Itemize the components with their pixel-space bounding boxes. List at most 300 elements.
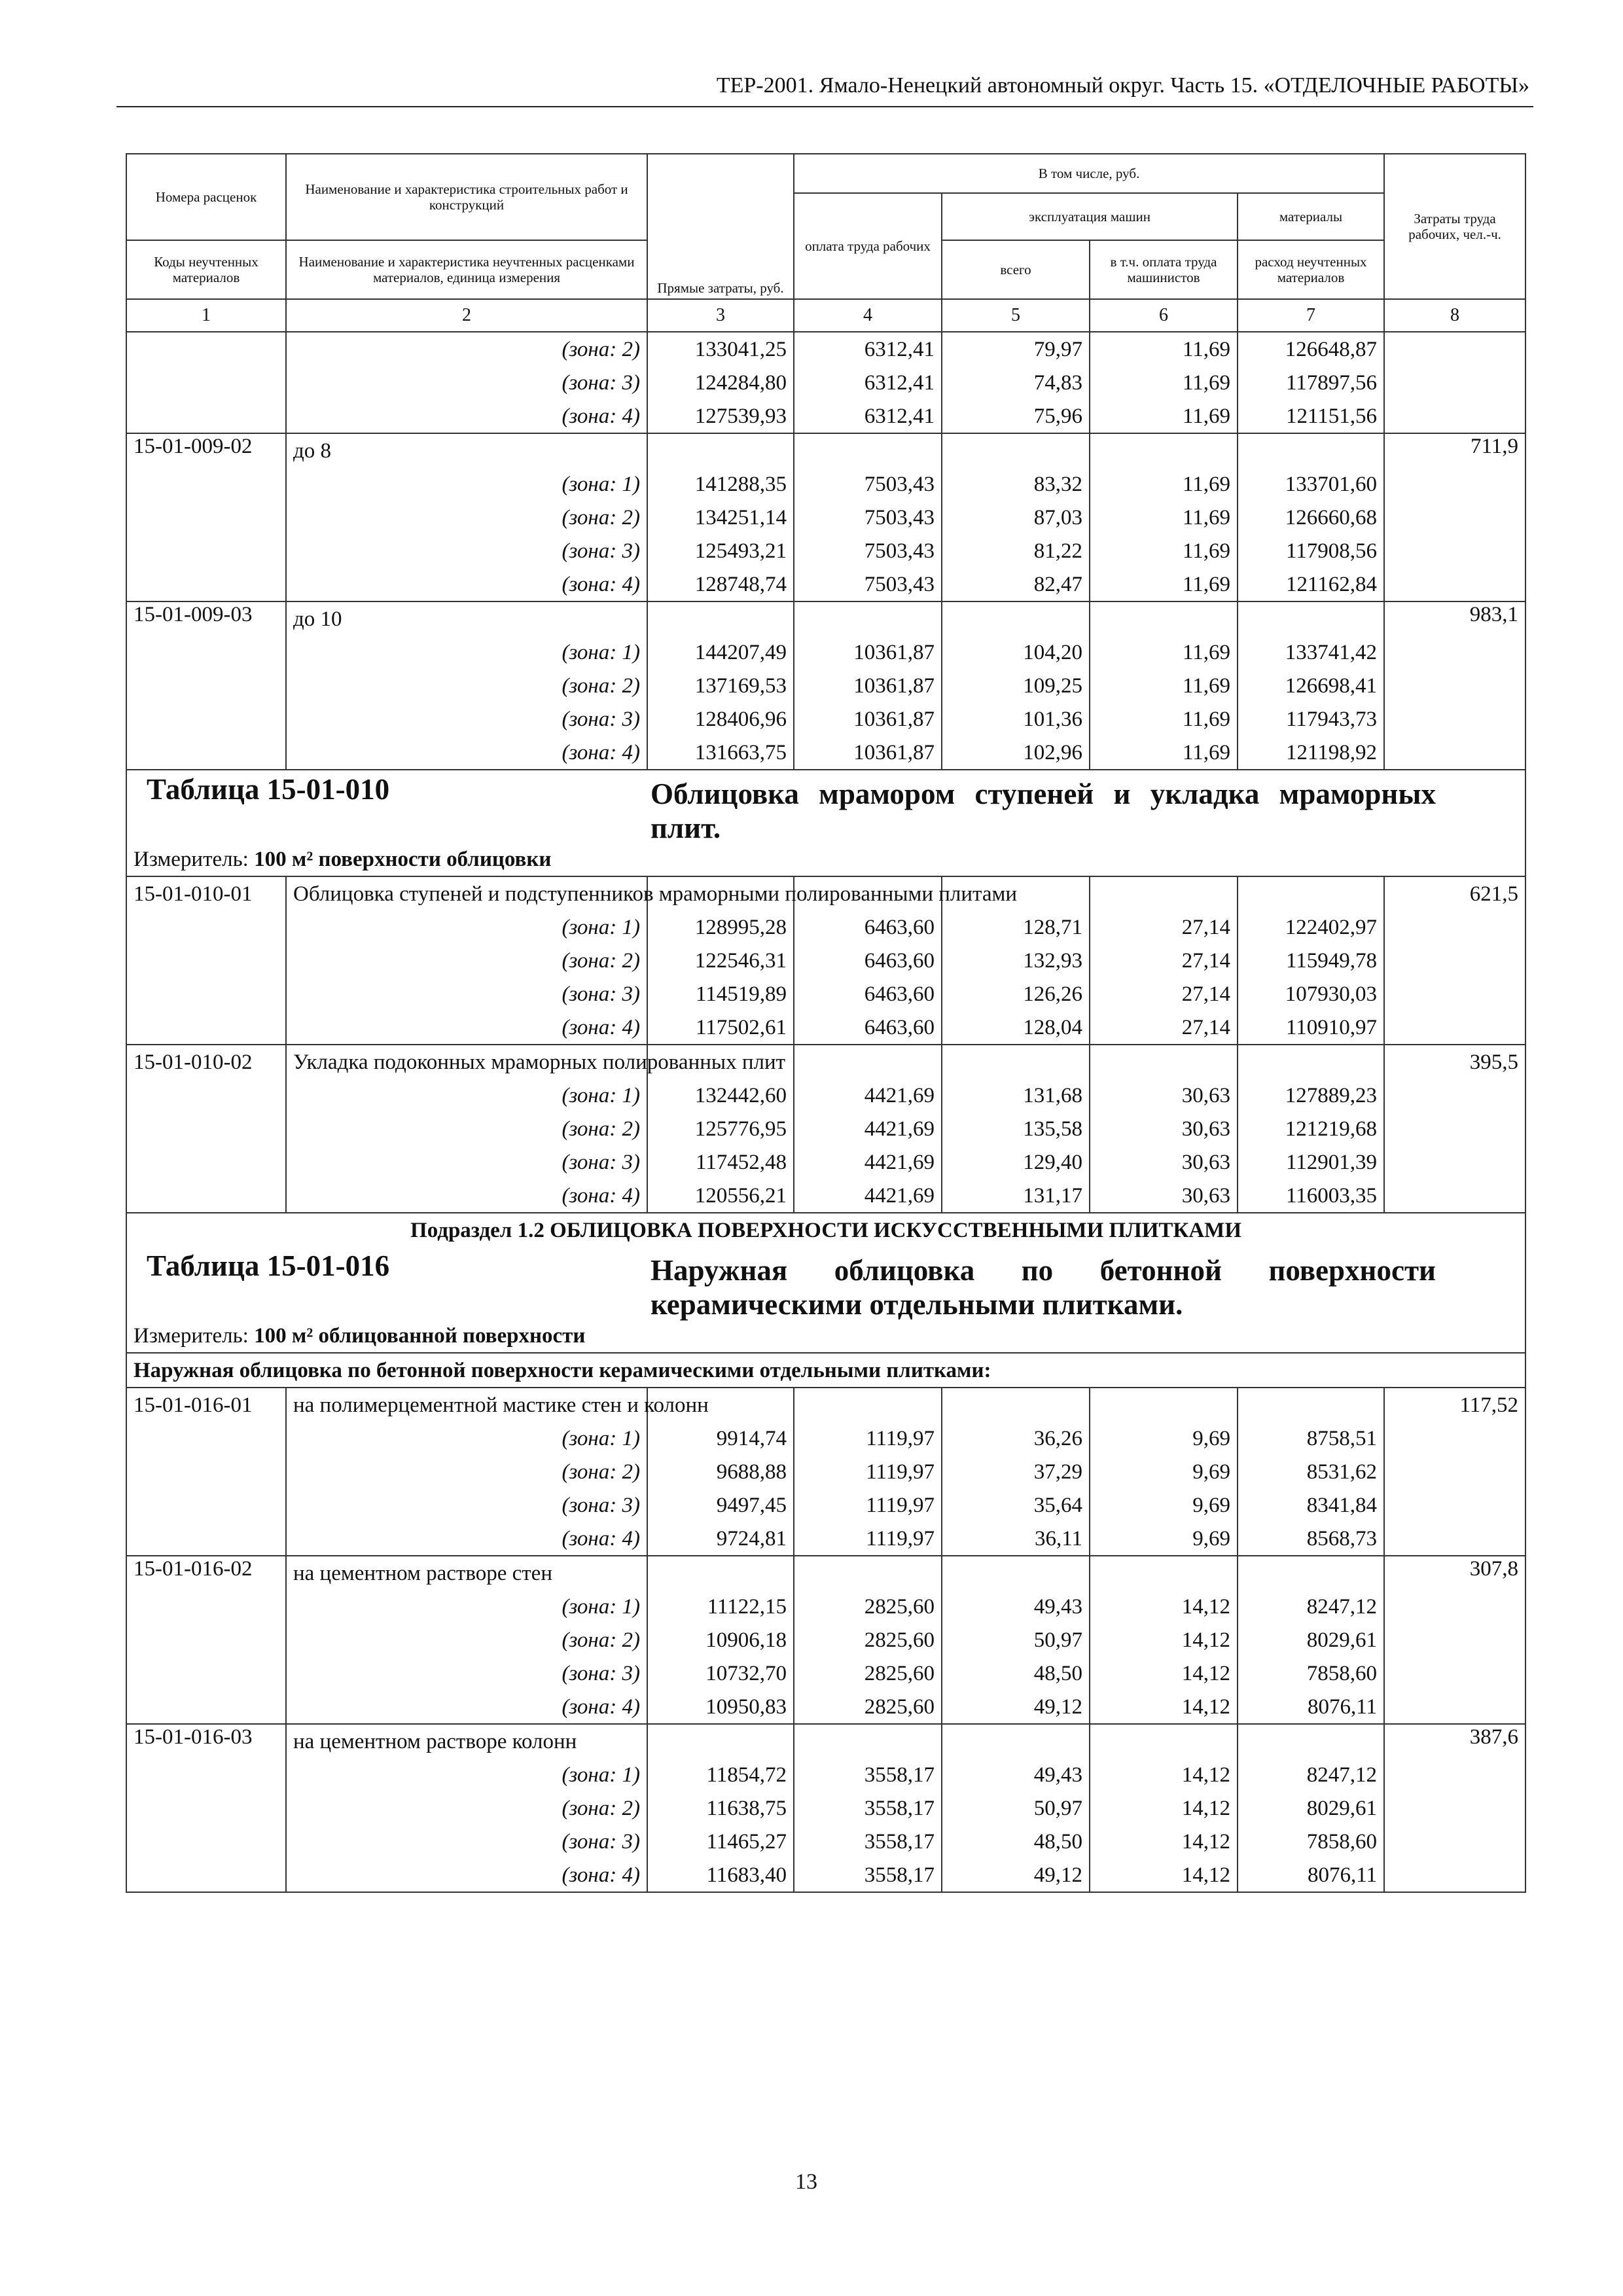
code-cell — [126, 1657, 286, 1690]
zone-label: (зона: 2) — [286, 669, 647, 702]
zone-label: (зона: 4) — [286, 1011, 647, 1045]
empty-cell — [1238, 876, 1384, 910]
worker-pay-cell: 6463,60 — [794, 977, 942, 1011]
code-cell — [126, 366, 286, 399]
machines-total-cell: 35,64 — [942, 1488, 1090, 1522]
worker-pay-cell: 7503,43 — [794, 534, 942, 567]
table-010-caption — [126, 770, 1525, 876]
direct-cost-cell: 9724,81 — [647, 1522, 794, 1556]
zone-label: (зона: 1) — [286, 636, 647, 669]
materials-cell: 107930,03 — [1238, 977, 1384, 1011]
empty-cell — [647, 601, 794, 636]
materials-cell: 8076,11 — [1238, 1690, 1384, 1724]
direct-cost-cell: 117452,48 — [647, 1145, 794, 1179]
direct-cost-cell: 124284,80 — [647, 366, 794, 399]
labor-cell — [1384, 669, 1525, 702]
labor-cost: 395,5 — [1384, 1045, 1525, 1079]
machines-total-cell: 49,43 — [942, 1758, 1090, 1791]
machines-total-cell: 36,26 — [942, 1422, 1090, 1455]
table-row — [126, 1623, 1525, 1657]
zone-label: (зона: 4) — [286, 1522, 647, 1556]
header-c1-bottom: Коды неучтенных материалов — [126, 240, 286, 299]
zone-label: (зона: 3) — [286, 1488, 647, 1522]
direct-cost-cell: 128406,96 — [647, 702, 794, 736]
machinist-pay-cell: 14,12 — [1090, 1758, 1238, 1791]
materials-cell: 121198,92 — [1238, 736, 1384, 770]
labor-cell — [1384, 1011, 1525, 1045]
machines-total-cell: 79,97 — [942, 332, 1090, 366]
direct-cost-cell: 117502,61 — [647, 1011, 794, 1045]
labor-cost: 983,1 — [1384, 601, 1525, 636]
table-label: Таблица 15-01-010 — [147, 773, 390, 806]
machinist-pay-cell: 27,14 — [1090, 977, 1238, 1011]
table-row-item — [126, 1388, 1525, 1422]
code-cell — [126, 669, 286, 702]
worker-pay-cell: 3558,17 — [794, 1825, 942, 1858]
code-cell — [126, 399, 286, 433]
machines-total-cell: 74,83 — [942, 366, 1090, 399]
empty-cell — [942, 1556, 1090, 1590]
empty-cell — [942, 1388, 1090, 1422]
machinist-pay-cell: 9,69 — [1090, 1522, 1238, 1556]
empty-cell — [1238, 601, 1384, 636]
table-row-item — [126, 876, 1525, 910]
machinist-pay-cell: 27,14 — [1090, 944, 1238, 977]
materials-cell: 126648,87 — [1238, 332, 1384, 366]
header-c6: в т.ч. оплата труда машинистов — [1090, 240, 1238, 299]
zone-label: (зона: 2) — [286, 1455, 647, 1488]
labor-cell — [1384, 1690, 1525, 1724]
machines-total-cell: 87,03 — [942, 501, 1090, 534]
table-label: Таблица 15-01-016 — [147, 1249, 390, 1282]
empty-cell — [647, 1556, 794, 1590]
labor-cell — [1384, 1522, 1525, 1556]
materials-cell: 121151,56 — [1238, 399, 1384, 433]
table-title: Облицовка мрамором ступеней и укладка мраморных плит. — [651, 778, 1436, 844]
machinist-pay-cell: 11,69 — [1090, 636, 1238, 669]
zone-label: (зона: 1) — [286, 1758, 647, 1791]
table-row — [126, 910, 1525, 944]
materials-cell: 8029,61 — [1238, 1623, 1384, 1657]
worker-pay-cell: 2825,60 — [794, 1657, 942, 1690]
table-row — [126, 567, 1525, 601]
zone-label: (зона: 3) — [286, 702, 647, 736]
rate-name: на цементном растворе стен — [286, 1556, 647, 1590]
column-number: 6 — [1090, 299, 1238, 332]
code-cell — [126, 1623, 286, 1657]
labor-cell — [1384, 1791, 1525, 1825]
labor-cell — [1384, 1112, 1525, 1145]
direct-cost-cell: 11465,27 — [647, 1825, 794, 1858]
column-number: 7 — [1238, 299, 1384, 332]
unit-value: 100 м² поверхности облицовки — [254, 847, 552, 871]
worker-pay-cell: 7503,43 — [794, 567, 942, 601]
materials-cell: 8247,12 — [1238, 1590, 1384, 1623]
table-row — [126, 1690, 1525, 1724]
worker-pay-cell: 4421,69 — [794, 1112, 942, 1145]
materials-cell: 8568,73 — [1238, 1522, 1384, 1556]
zone-label: (зона: 3) — [286, 366, 647, 399]
machines-total-cell: 48,50 — [942, 1825, 1090, 1858]
labor-cell — [1384, 567, 1525, 601]
empty-cell — [1090, 876, 1238, 910]
direct-cost-cell: 141288,35 — [647, 467, 794, 501]
worker-pay-cell: 6463,60 — [794, 944, 942, 977]
labor-cell — [1384, 1455, 1525, 1488]
labor-cell — [1384, 1590, 1525, 1623]
materials-cell: 117908,56 — [1238, 534, 1384, 567]
code-cell — [126, 736, 286, 770]
table-row — [126, 944, 1525, 977]
rate-code: 15-01-016-02 — [126, 1556, 286, 1590]
worker-pay-cell: 7503,43 — [794, 467, 942, 501]
table-row — [126, 1791, 1525, 1825]
code-cell — [126, 534, 286, 567]
direct-cost-cell: 9497,45 — [647, 1488, 794, 1522]
worker-pay-cell: 6463,60 — [794, 910, 942, 944]
labor-cell — [1384, 1858, 1525, 1892]
unit-prefix: Измеритель: — [134, 847, 255, 871]
machinist-pay-cell: 14,12 — [1090, 1791, 1238, 1825]
code-cell — [126, 1422, 286, 1455]
table-row — [126, 1657, 1525, 1690]
machinist-pay-cell: 14,12 — [1090, 1623, 1238, 1657]
code-cell — [126, 1145, 286, 1179]
materials-cell: 117897,56 — [1238, 366, 1384, 399]
code-cell — [126, 501, 286, 534]
zone-label: (зона: 3) — [286, 534, 647, 567]
labor-cell — [1384, 910, 1525, 944]
table-row — [126, 1858, 1525, 1892]
rate-name: до 8 — [286, 433, 647, 467]
header-c3: Прямые затраты, руб. — [647, 154, 794, 299]
header-c4: оплата труда рабочих — [794, 193, 942, 299]
machinist-pay-cell: 14,12 — [1090, 1858, 1238, 1892]
table-row-item — [126, 1724, 1525, 1758]
direct-cost-cell: 128748,74 — [647, 567, 794, 601]
direct-cost-cell: 134251,14 — [647, 501, 794, 534]
zone-label: (зона: 4) — [286, 567, 647, 601]
header-c8: Затраты труда рабочих, чел.-ч. — [1384, 154, 1525, 299]
direct-cost-cell: 128995,28 — [647, 910, 794, 944]
machinist-pay-cell: 14,12 — [1090, 1590, 1238, 1623]
machinist-pay-cell: 14,12 — [1090, 1825, 1238, 1858]
materials-cell: 121162,84 — [1238, 567, 1384, 601]
machines-total-cell: 50,97 — [942, 1623, 1090, 1657]
header-c2-bottom: Наименование и характеристика неучтенных расценками материалов, единица измерения — [286, 240, 647, 299]
zone-label: (зона: 2) — [286, 944, 647, 977]
machinist-pay-cell: 11,69 — [1090, 702, 1238, 736]
direct-cost-cell: 11683,40 — [647, 1858, 794, 1892]
machines-total-cell: 101,36 — [942, 702, 1090, 736]
labor-cell — [1384, 1657, 1525, 1690]
materials-cell: 8029,61 — [1238, 1791, 1384, 1825]
worker-pay-cell: 4421,69 — [794, 1079, 942, 1112]
labor-cell — [1384, 399, 1525, 433]
empty-cell — [794, 433, 942, 467]
machinist-pay-cell: 11,69 — [1090, 467, 1238, 501]
empty-cell — [1238, 1045, 1384, 1079]
rate-code: 15-01-010-01 — [126, 876, 286, 910]
machines-total-cell: 75,96 — [942, 399, 1090, 433]
empty-cell — [1238, 433, 1384, 467]
machinist-pay-cell: 11,69 — [1090, 567, 1238, 601]
direct-cost-cell: 114519,89 — [647, 977, 794, 1011]
rate-code: 15-01-016-03 — [126, 1724, 286, 1758]
machinist-pay-cell: 11,69 — [1090, 399, 1238, 433]
machines-total-cell: 132,93 — [942, 944, 1090, 977]
table-row-item — [126, 433, 1525, 467]
materials-cell: 110910,97 — [1238, 1011, 1384, 1045]
continuation-rows — [126, 332, 1525, 433]
code-cell — [126, 332, 286, 366]
labor-cost: 117,52 — [1384, 1388, 1525, 1422]
column-number: 5 — [942, 299, 1090, 332]
machinist-pay-cell: 27,14 — [1090, 910, 1238, 944]
worker-pay-cell: 6463,60 — [794, 1011, 942, 1045]
rate-name: на полимерцементной мастике стен и колонн — [286, 1388, 647, 1422]
empty-cell — [1238, 1388, 1384, 1422]
table-row — [126, 1179, 1525, 1213]
code-cell — [126, 1590, 286, 1623]
group-subheading: Наружная облицовка по бетонной поверхности керамическими отдельными плитками: — [126, 1353, 1525, 1388]
table-row — [126, 736, 1525, 770]
empty-cell — [794, 1045, 942, 1079]
labor-cell — [1384, 636, 1525, 669]
materials-cell: 127889,23 — [1238, 1079, 1384, 1112]
empty-cell — [1090, 1724, 1238, 1758]
zone-label: (зона: 2) — [286, 1112, 647, 1145]
machines-total-cell: 49,43 — [942, 1590, 1090, 1623]
materials-cell: 126660,68 — [1238, 501, 1384, 534]
table-row — [126, 1758, 1525, 1791]
labor-cell — [1384, 977, 1525, 1011]
header-c7: расход неучтенных материалов — [1238, 240, 1384, 299]
table-row — [126, 636, 1525, 669]
direct-cost-cell: 10906,18 — [647, 1623, 794, 1657]
machinist-pay-cell: 11,69 — [1090, 669, 1238, 702]
materials-cell: 8758,51 — [1238, 1422, 1384, 1455]
table-row — [126, 977, 1525, 1011]
table-row — [126, 1455, 1525, 1488]
table-row — [126, 1590, 1525, 1623]
materials-cell: 133701,60 — [1238, 467, 1384, 501]
materials-cell: 8531,62 — [1238, 1455, 1384, 1488]
zone-label: (зона: 2) — [286, 501, 647, 534]
table-row — [126, 332, 1525, 366]
code-cell — [126, 1522, 286, 1556]
labor-cell — [1384, 332, 1525, 366]
machines-total-cell: 129,40 — [942, 1145, 1090, 1179]
zone-label: (зона: 1) — [286, 1079, 647, 1112]
direct-cost-cell: 10732,70 — [647, 1657, 794, 1690]
direct-cost-cell: 132442,60 — [647, 1079, 794, 1112]
machinist-pay-cell: 11,69 — [1090, 501, 1238, 534]
direct-cost-cell: 11854,72 — [647, 1758, 794, 1791]
labor-cell — [1384, 1488, 1525, 1522]
machinist-pay-cell: 30,63 — [1090, 1179, 1238, 1213]
column-numbers — [126, 299, 1525, 332]
direct-cost-cell: 11638,75 — [647, 1791, 794, 1825]
materials-cell: 112901,39 — [1238, 1145, 1384, 1179]
table-row — [126, 1011, 1525, 1045]
empty-cell — [1090, 1556, 1238, 1590]
empty-cell — [794, 1724, 942, 1758]
machines-total-cell: 83,32 — [942, 467, 1090, 501]
direct-cost-cell: 131663,75 — [647, 736, 794, 770]
worker-pay-cell: 10361,87 — [794, 702, 942, 736]
table-row-item — [126, 601, 1525, 636]
worker-pay-cell: 1119,97 — [794, 1488, 942, 1522]
labor-cell — [1384, 1825, 1525, 1858]
materials-cell: 8076,11 — [1238, 1858, 1384, 1892]
zone-label: (зона: 2) — [286, 1623, 647, 1657]
code-cell — [126, 1455, 286, 1488]
table-row-item — [126, 1556, 1525, 1590]
code-cell — [126, 977, 286, 1011]
worker-pay-cell: 1119,97 — [794, 1422, 942, 1455]
worker-pay-cell: 2825,60 — [794, 1590, 942, 1623]
worker-pay-cell: 4421,69 — [794, 1145, 942, 1179]
direct-cost-cell: 9688,88 — [647, 1455, 794, 1488]
worker-pay-cell: 3558,17 — [794, 1858, 942, 1892]
empty-cell — [942, 433, 1090, 467]
code-cell — [126, 1488, 286, 1522]
header-c1-top: Номера расценок — [126, 154, 286, 240]
empty-cell — [647, 433, 794, 467]
machines-total-cell: 49,12 — [942, 1690, 1090, 1724]
machinist-pay-cell: 14,12 — [1090, 1690, 1238, 1724]
worker-pay-cell: 6312,41 — [794, 332, 942, 366]
machines-total-cell: 50,97 — [942, 1791, 1090, 1825]
group-010 — [126, 876, 1525, 1213]
zone-label: (зона: 4) — [286, 1690, 647, 1724]
direct-cost-cell: 125493,21 — [647, 534, 794, 567]
machines-total-cell: 131,17 — [942, 1179, 1090, 1213]
zone-label: (зона: 2) — [286, 332, 647, 366]
rate-code: 15-01-009-03 — [126, 601, 286, 636]
machines-total-cell: 49,12 — [942, 1858, 1090, 1892]
materials-cell: 115949,78 — [1238, 944, 1384, 977]
machinist-pay-cell: 14,12 — [1090, 1657, 1238, 1690]
machines-total-cell: 128,04 — [942, 1011, 1090, 1045]
empty-cell — [647, 1724, 794, 1758]
code-cell — [126, 1791, 286, 1825]
zone-label: (зона: 1) — [286, 467, 647, 501]
machines-total-cell: 48,50 — [942, 1657, 1090, 1690]
table-row — [126, 1422, 1525, 1455]
direct-cost-cell: 120556,21 — [647, 1179, 794, 1213]
empty-cell — [1238, 1724, 1384, 1758]
labor-cell — [1384, 1422, 1525, 1455]
table-row — [126, 1112, 1525, 1145]
table-row — [126, 1522, 1525, 1556]
group-009 — [126, 433, 1525, 770]
machinist-pay-cell: 9,69 — [1090, 1488, 1238, 1522]
worker-pay-cell: 2825,60 — [794, 1623, 942, 1657]
direct-cost-cell: 10950,83 — [647, 1690, 794, 1724]
worker-pay-cell: 10361,87 — [794, 636, 942, 669]
zone-label: (зона: 1) — [286, 910, 647, 944]
table-row — [126, 501, 1525, 534]
worker-pay-cell: 6312,41 — [794, 399, 942, 433]
code-cell — [126, 1011, 286, 1045]
table-016-caption — [126, 1213, 1525, 1388]
zone-label: (зона: 3) — [286, 1657, 647, 1690]
machines-total-cell: 102,96 — [942, 736, 1090, 770]
header-c2-top: Наименование и характеристика строительных работ и конструкций — [286, 154, 647, 240]
worker-pay-cell: 1119,97 — [794, 1522, 942, 1556]
machinist-pay-cell: 11,69 — [1090, 736, 1238, 770]
labor-cell — [1384, 1179, 1525, 1213]
rate-code: 15-01-010-02 — [126, 1045, 286, 1079]
group-016 — [126, 1388, 1525, 1892]
machines-total-cell: 131,68 — [942, 1079, 1090, 1112]
header-materials: материалы — [1238, 193, 1384, 240]
rate-name: Укладка подоконных мраморных полированных плит — [286, 1045, 647, 1079]
machinist-pay-cell: 11,69 — [1090, 366, 1238, 399]
machines-total-cell: 36,11 — [942, 1522, 1090, 1556]
labor-cost: 387,6 — [1384, 1724, 1525, 1758]
table-row — [126, 1488, 1525, 1522]
machinist-pay-cell: 30,63 — [1090, 1079, 1238, 1112]
machinist-pay-cell: 30,63 — [1090, 1112, 1238, 1145]
running-header — [116, 71, 1533, 107]
header-c5: всего — [942, 240, 1090, 299]
labor-cell — [1384, 1079, 1525, 1112]
column-number: 3 — [647, 299, 794, 332]
labor-cell — [1384, 501, 1525, 534]
header-machines: эксплуатация машин — [942, 193, 1238, 240]
machinist-pay-cell: 11,69 — [1090, 534, 1238, 567]
table-row-item — [126, 1045, 1525, 1079]
table-title: Наружная облицовка по бетонной поверхности керамическими отдельными плитками. — [651, 1254, 1436, 1321]
empty-cell — [1090, 1045, 1238, 1079]
zone-label: (зона: 1) — [286, 1422, 647, 1455]
empty-cell — [942, 1045, 1090, 1079]
labor-cost: 621,5 — [1384, 876, 1525, 910]
worker-pay-cell: 2825,60 — [794, 1690, 942, 1724]
empty-cell — [794, 1556, 942, 1590]
labor-cost: 711,9 — [1384, 433, 1525, 467]
labor-cell — [1384, 534, 1525, 567]
direct-cost-cell: 9914,74 — [647, 1422, 794, 1455]
code-cell — [126, 702, 286, 736]
materials-cell: 122402,97 — [1238, 910, 1384, 944]
worker-pay-cell: 3558,17 — [794, 1791, 942, 1825]
zone-label: (зона: 2) — [286, 1791, 647, 1825]
worker-pay-cell: 4421,69 — [794, 1179, 942, 1213]
machines-total-cell: 81,22 — [942, 534, 1090, 567]
materials-cell: 126698,41 — [1238, 669, 1384, 702]
machines-total-cell: 135,58 — [942, 1112, 1090, 1145]
unit-value: 100 м² облицованной поверхности — [254, 1323, 586, 1348]
zone-label: (зона: 1) — [286, 1590, 647, 1623]
rates-table — [126, 153, 1526, 1893]
empty-cell — [794, 1388, 942, 1422]
direct-cost-cell: 125776,95 — [647, 1112, 794, 1145]
machines-total-cell: 37,29 — [942, 1455, 1090, 1488]
direct-cost-cell: 133041,25 — [647, 332, 794, 366]
code-cell — [126, 1112, 286, 1145]
zone-label: (зона: 3) — [286, 977, 647, 1011]
zone-label: (зона: 4) — [286, 399, 647, 433]
table-row — [126, 669, 1525, 702]
code-cell — [126, 636, 286, 669]
worker-pay-cell: 3558,17 — [794, 1758, 942, 1791]
worker-pay-cell: 1119,97 — [794, 1455, 942, 1488]
machines-total-cell: 82,47 — [942, 567, 1090, 601]
